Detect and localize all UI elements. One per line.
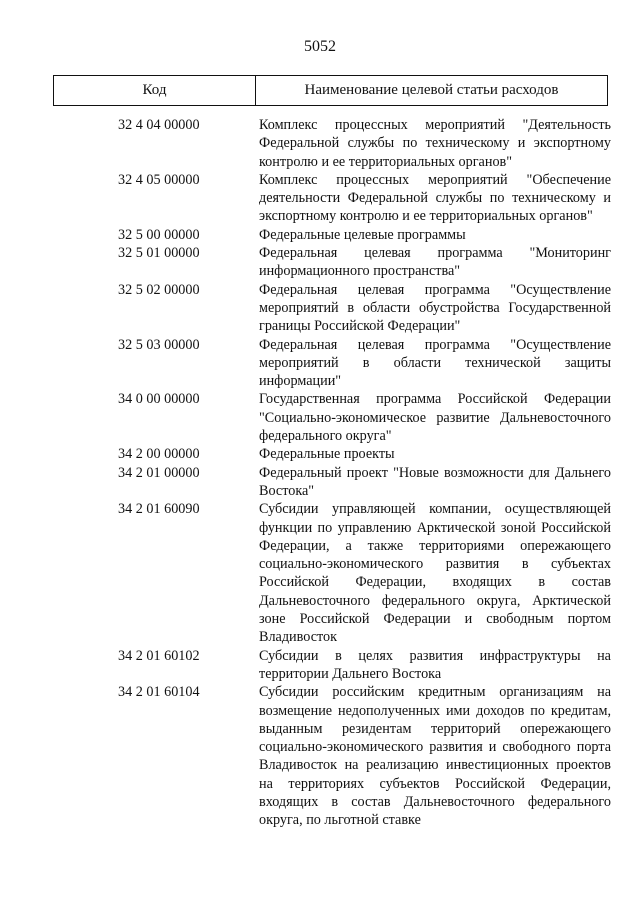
row-code: 32 5 01 00000: [118, 245, 200, 262]
table-header: [53, 75, 608, 106]
table-row: [0, 244, 640, 281]
row-name: Федеральные целевые программы: [259, 226, 466, 243]
column-header-name: Наименование целевой статьи расходов: [304, 82, 559, 98]
row-name: Комплекс процессных мероприятий "Деятельность Федеральной службы по техническому и экспортному контролю и ее территориальных органов": [259, 117, 611, 170]
table-row: [0, 683, 640, 829]
row-code: 34 2 01 60102: [118, 647, 200, 664]
table-body: [0, 116, 640, 830]
row-code: 34 0 00 00000: [118, 391, 200, 408]
column-header-code: Код: [54, 76, 256, 105]
row-code: 32 5 02 00000: [118, 281, 200, 298]
row-name: Комплекс процессных мероприятий "Обеспечение деятельности Федеральной службы по техническому и экспортному контролю и ее территориальных органов": [259, 171, 611, 225]
table-row: [0, 500, 640, 646]
page-number: 5052: [304, 38, 336, 55]
row-code: 34 2 01 60090: [118, 501, 200, 518]
table-row: [0, 171, 640, 226]
table-row: [0, 281, 640, 336]
row-name: Федеральный проект "Новые возможности для Дальнего Востока": [259, 464, 611, 499]
row-name: Субсидии управляющей компании, осуществляющей функции по управлению Арктической зоной Российской Федерации, а также территориями опережающего социально-экономического развития в субъектах Российской Федерации, входящих в состав Дальневосточного федерального округа, Арктической зоне Российской Федерации и свободным портом Владивосток: [259, 501, 611, 646]
row-code: 34 2 01 60104: [118, 684, 200, 701]
row-code: 32 5 03 00000: [118, 336, 200, 353]
table-row: [0, 116, 640, 171]
row-name: Государственная программа Российской Федерации "Социально-экономическое развитие Дальневосточного федерального округа": [259, 391, 611, 445]
row-code: 32 4 05 00000: [118, 171, 200, 188]
table-row: [0, 226, 640, 244]
row-name: Федеральная целевая программа "Осуществление мероприятий в области технической защиты информации": [259, 336, 611, 390]
row-code: 32 5 00 00000: [118, 226, 200, 243]
row-name: Субсидии в целях развития инфраструктуры на территории Дальнего Востока: [259, 647, 611, 682]
table-row: [0, 647, 640, 684]
row-name: Федеральная целевая программа "Осуществление мероприятий в области обустройства Государственной границы Российской Федерации": [259, 281, 611, 335]
row-name: Федеральные проекты: [259, 446, 395, 463]
row-code: 34 2 01 00000: [118, 464, 200, 481]
row-code: 32 4 04 00000: [118, 117, 200, 133]
table-row: [0, 390, 640, 445]
row-code: 34 2 00 00000: [118, 446, 200, 463]
row-name: Федеральная целевая программа "Мониторинг информационного пространства": [259, 245, 611, 280]
table-row: [0, 464, 640, 501]
row-name: Субсидии российским кредитным организациям на возмещение недополученных ими доходов по кредитам, выданным резидентам территорий опережающего социально-экономического развития и свободного порта Владивосток на реализацию инвестиционных проектов на территориях субъектов Российской Федерации, входящих в состав Дальневосточного федерального округа, по льготной ставке: [259, 684, 611, 829]
table-row: [0, 445, 640, 463]
table-row: [0, 336, 640, 391]
